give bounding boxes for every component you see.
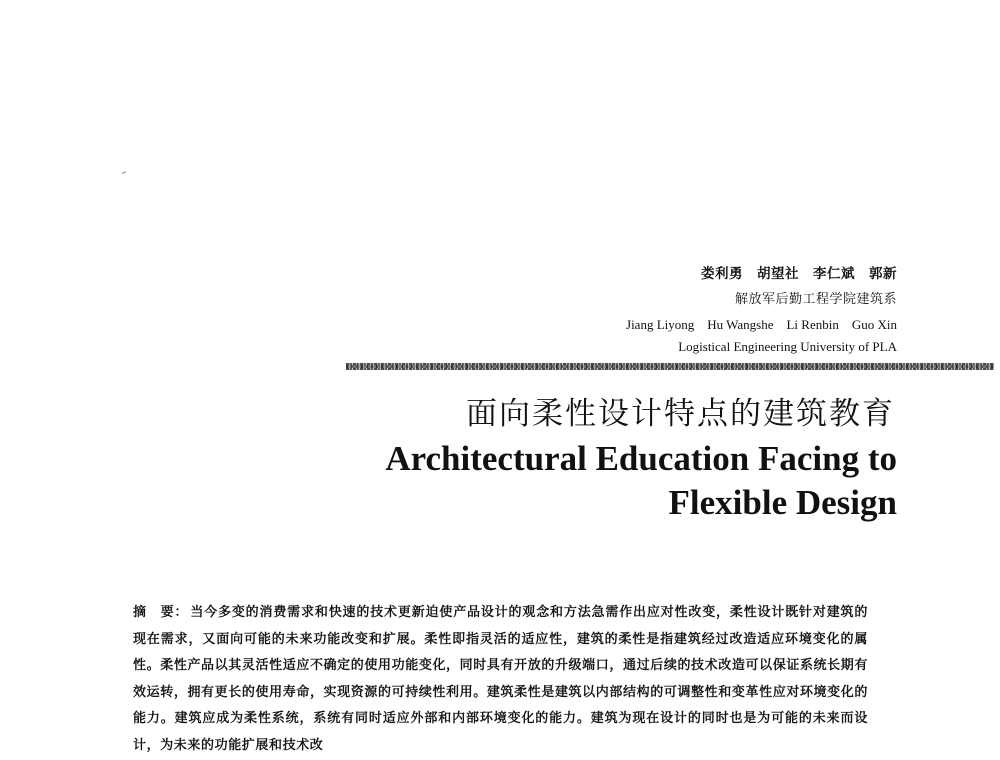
scan-speck [122, 171, 126, 174]
abstract [133, 600, 868, 759]
abstract-text: 当今多变的消费需求和快速的技术更新迫使产品设计的观念和方法急需作出应对性改变，柔性设计既针对建筑的现在需求，又面向可能的未来功能改变和扩展。柔性即指灵活的适应性，建筑的柔性是指建筑经过改造适应环境变化的属性。柔性产品以其灵活性适应不确定的使用功能变化，同时具有开放的升级端口，通过后续的技术改造可以保证系统长期有效运转，拥有更长的使用寿命，实现资源的可持续性利用。建筑柔性是建筑以内部结构的可调整性和变革性应对环境变化的能力。建筑应成为柔性系统，系统有同时适应外部和内部环境变化的能力。建筑为现在设计的同时也是为可能的未来而设计，为未来的功能扩展和技术改 [133, 605, 868, 753]
affiliation-chinese: 解放军后勤工程学院建筑系 [734, 292, 897, 307]
title-chinese: 面向柔性设计特点的建筑教育 [466, 396, 895, 432]
authors-chinese: 娄利勇 胡望社 李仁斌 郭新 [701, 266, 897, 282]
decorative-rule [346, 363, 994, 370]
authors-english: Jiang Liyong Hu Wangshe Li Renbin Guo Xin [626, 317, 897, 332]
abstract-label: 摘 要： [133, 605, 189, 620]
title-english: Architectural Education Facing to Flexible Design [385, 439, 897, 522]
affiliation-english: Logistical Engineering University of PLA [678, 339, 897, 354]
